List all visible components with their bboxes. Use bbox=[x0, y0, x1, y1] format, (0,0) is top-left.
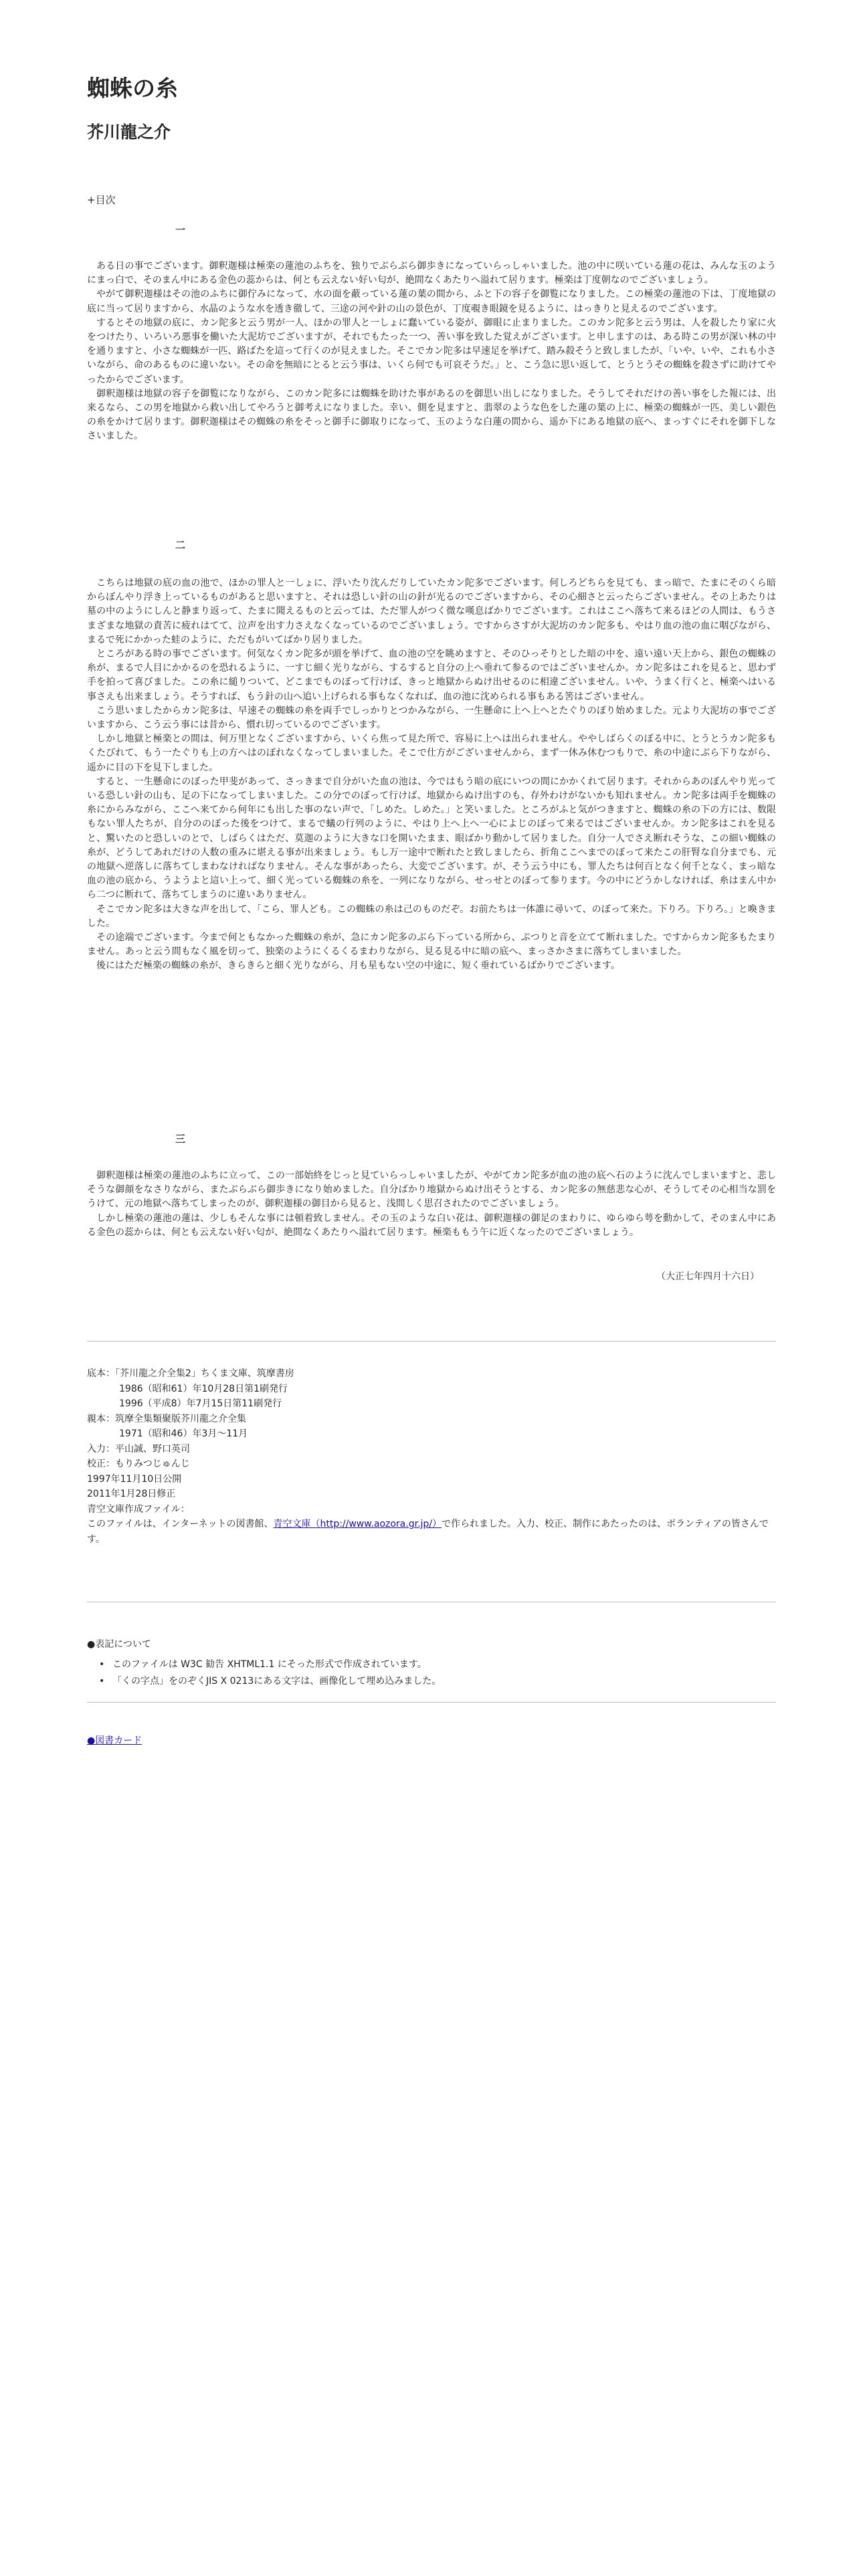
biblio-revised: 2011年1月28日修正 bbox=[87, 1489, 176, 1499]
biblio-oyahon-date: 1971（昭和46）年3月〜11月 bbox=[119, 1428, 248, 1439]
paragraph: こう思いましたからカン陀多は、早速その蜘蛛の糸を両手でしっかりとつかみながら、一生懸命に上へ上へとたぐりのぼり始めました。元より大泥坊の事でございますから、こう云う事には昔から、慣れ切っているのでございます。 bbox=[87, 705, 776, 731]
list-item: • 「くの字点」をのぞくJIS X 0213にある文字は、画像化して埋め込みました。 bbox=[112, 1673, 441, 1690]
paragraph: その途端でございます。今まで何ともなかった蜘蛛の糸が、急にカン陀多のぶら下っている所から、ぷつりと音を立てて断れました。ですからカン陀多もたまりません。あっと云う間もなく風を切って、独楽のようにくるくるまわりながら、見る見る中に暗の底へ、まっさかさまに落ちてしまいました。 bbox=[87, 932, 776, 958]
section-heading-one: 一 bbox=[175, 224, 186, 236]
paragraph: 御釈迦様は地獄の容子を御覧になりながら、このカン陀多には蜘蛛を助けた事があるのを御思い出しになりました。そうしてそれだけの善い事をした報には、出来るなら、この男を地獄から救い出してやろうと御考えになりました。幸い、側を見ますと、翡翠のような色をした蓮の葉の上に、極楽の蜘蛛が一匹、美しい銀色の糸をかけて居ります。御釈迦様はその蜘蛛の糸をそっと御手に御取りになって、玉のような白蓮の間から、遥か下にある地獄の底へ、まっすぐにそれを御下しなさいました。 bbox=[87, 388, 776, 442]
notes-title: ●表記について bbox=[87, 1639, 151, 1650]
biblio-file-desc bbox=[87, 1517, 776, 1547]
paragraph: こちらは地獄の底の血の池で、ほかの罪人と一しょに、浮いたり沈んだりしていたカン陀多でございます。何しろどちらを見ても、まっ暗で、たまにそのくら暗からぼんやり浮き上っているものがあると思いますと、それは恐しい針の山の針が光るのでございますから、その心細さと云ったらございません。その上あたりは墓の中のようにしんと静まり返って、たまに聞えるものと云っては、ただ罪人がつく微な嘆息ばかりでございます。これはここへ落ちて来るほどの人間は、もうさまざまな地獄の責苦に疲れはてて、泣声を出す力さえなくなっているのでございましょう。ですからさすが大泥坊のカン陀多も、やはり血の池の血に咽びながら、まるで死にかかった蛙のように、ただもがいてばかり居りました。 bbox=[87, 578, 776, 645]
paragraph: ところがある時の事でございます。何気なくカン陀多が頭を挙げて、血の池の空を眺めますと、そのひっそりとした暗の中を、遠い遠い天上から、銀色の蜘蛛の糸が、まるで人目にかかるのを恐れるように、一すじ細く光りながら、するすると自分の上へ垂れて参るのではございませんか。カン陀多はこれを見ると、思わず手を拍って喜びました。この糸に縋りついて、どこまでものぼって行けば、きっと地獄からぬけ出せるのに相違ございません。いや、うまく行くと、極楽へはいる事さえも出来ましょう。そうすれば、もう針の山へ追い上げられる事もなくなれば、血の池に沈められる事もある筈はございません。 bbox=[87, 649, 776, 702]
biblio-teihon-date-1: 1986（昭和61）年10月28日第1刷発行 bbox=[119, 1383, 288, 1394]
list-item: • このファイルは W3C 勧告 XHTML1.1 にそった形式で作成されています。 bbox=[112, 1656, 441, 1673]
paragraph: しかし地獄と極楽との間は、何万里となくございますから、いくら焦って見た所で、容易に上へは出られません。ややしばらくのぼる中に、とうとうカン陀多もくたびれて、もう一たぐりも上の方へはのぼれなくなってしまいました。そこで仕方がございませんから、まず一休み休むつもりで、糸の中途にぶら下りながら、遥かに目の下を見下しました。 bbox=[87, 734, 776, 773]
biblio-published: 1997年11月10日公開 bbox=[87, 1473, 182, 1485]
aozora-link[interactable]: 青空文庫（http://www.aozora.gr.jp/） bbox=[273, 1519, 442, 1529]
toc-link[interactable]: +目次 bbox=[87, 194, 116, 206]
biblio-teihon-date-2: 1996（平成8）年7月15日第11刷発行 bbox=[119, 1398, 282, 1409]
biblio-oyahon: 親本：筑摩全集類聚版芥川龍之介全集 bbox=[87, 1413, 246, 1424]
library-card-link[interactable]: ●図書カード bbox=[87, 1735, 142, 1746]
section-two-body bbox=[87, 576, 776, 974]
section-heading-three: 三 bbox=[175, 1133, 186, 1145]
paragraph: するとその地獄の底に、カン陀多と云う男が一人、ほかの罪人と一しょに蠢いている姿が、御眼に止まりました。このカン陀多と云う男は、人を殺したり家に火をつけたり、いろいろ悪事を働いた大泥坊でございますが、それでもたった一つ、善い事を致した覚えがございます。と申しますのは、ある時この男が深い林の中を通りますと、小さな蜘蛛が一匹、路ばたを這って行くのが見えました。そこでカン陀多は早速足を挙げて、踏み殺そうと致しましたが、「いや、いや、これも小さいながら、命のあるものに違いない。その命を無暗にとると云う事は、いくら何でも可哀そうだ。」と、こう急に思い返して、とうとうその蜘蛛を殺さずに助けてやったからでございます。 bbox=[87, 317, 776, 385]
file-desc-pre: このファイルは、インターネットの図書館、 bbox=[87, 1519, 274, 1529]
section-heading-two: 二 bbox=[175, 539, 186, 551]
bibliography bbox=[87, 1366, 776, 1547]
written-date: （大正七年四月十六日） bbox=[656, 1271, 759, 1282]
paragraph: ある日の事でございます。御釈迦様は極楽の蓮池のふちを、独りでぶらぶら御歩きになっていらっしゃいました。池の中に咲いている蓮の花は、みんな玉のようにまっ白で、そのまん中にある金色の蕊からは、何とも云えない好い匂が、絶間なくあたりへ溢れて居ります。極楽は丁度朝なのでございましょう。 bbox=[87, 261, 776, 286]
biblio-input: 入力：平山誠、野口英司 bbox=[87, 1443, 190, 1455]
page-title: 蜘蛛の糸 bbox=[87, 76, 178, 102]
notes-list bbox=[112, 1656, 441, 1690]
paragraph: そこでカン陀多は大きな声を出して、「こら、罪人ども。この蜘蛛の糸は己のものだぞ。お前たちは一体誰に尋いて、のぼって来た。下りろ。下りろ。」と喚きました。 bbox=[87, 903, 776, 929]
file-desc-post: で作られました。入力、校正、制作にあたったのは、ボランティアの皆さんです。 bbox=[87, 1519, 769, 1545]
biblio-file-heading: 青空文庫作成ファイル： bbox=[87, 1503, 190, 1515]
section-three-body bbox=[87, 1169, 776, 1240]
divider bbox=[87, 1702, 776, 1703]
biblio-proof: 校正：もりみつじゅんじ bbox=[87, 1459, 190, 1469]
paragraph: 後にはただ極楽の蜘蛛の糸が、きらきらと細く光りながら、月も星もない空の中途に、短く垂れているばかりでございます。 bbox=[96, 960, 620, 972]
biblio-teihon: 底本：「芥川龍之介全集2」ちくま文庫、筑摩書房 bbox=[87, 1368, 294, 1379]
paragraph: やがて御釈迦様はその池のふちに御佇みになって、水の面を蔽っている蓮の葉の間から、ふと下の容子を御覧になりました。この極楽の蓮池の下は、丁度地獄の底に当って居りますから、水晶のような水を透き徹して、三途の河や針の山の景色が、丁度覗き眼鏡を見るように、はっきりと見えるのでございます。 bbox=[87, 289, 776, 314]
paragraph: 御釈迦様は極楽の蓮池のふちに立って、この一部始終をじっと見ていらっしゃいましたが、やがてカン陀多が血の池の底へ石のように沈んでしまいますと、悲しそうな御顔をなさりながら、またぶらぶら御歩きになり始めました。自分ばかり地獄からぬけ出そうとする、カン陀多の無慈悲な心が、そうしてその心相当な罰をうけて、元の地獄へ落ちてしまったのが、御釈迦様の御目から見ると、浅間しく思召されたのでございましょう。 bbox=[87, 1170, 776, 1210]
author-name: 芥川龍之介 bbox=[87, 122, 171, 142]
paragraph: しかし極楽の蓮池の蓮は、少しもそんな事には頓着致しません。その玉のような白い花は、御釈迦様の御足のまわりに、ゆらゆら萼を動かして、そのまん中にある金色の蕊からは、何とも云えない好い匂が、絶間なくあたりへ溢れて居ります。極楽ももう午に近くなったのでございましょう。 bbox=[87, 1212, 776, 1238]
paragraph: すると、一生懸命にのぼった甲斐があって、さっきまで自分がいた血の池は、今ではもう暗の底にいつの間にかかくれて居ります。それからあのぼんやり光っている恐しい針の山も、足の下になってしまいました。この分でのぼって行けば、地獄からぬけ出すのも、存外わけがないかも知れません。カン陀多は両手を蜘蛛の糸にからみながら、ここへ来てから何年にも出した事のない声で、「しめた。しめた。」と笑いました。ところがふと気がつきますと、蜘蛛の糸の下の方には、数限もない罪人たちが、自分ののぼった後をつけて、まるで蟻の行列のように、やはり上へ上へ一心によじのぼって来るではございませんか。カン陀多はこれを見ると、驚いたのと恐しいのとで、しばらくはただ、莫迦のように大きな口を開いたまま、眼ばかり動かして居りました。自分一人でさえ断れそうな、この細い蜘蛛の糸が、どうしてあれだけの人数の重みに堪える事が出来ましょう。もし万一途中で断れたと致しましたら、折角ここへまでのぼって来たこの肝腎な自分までも、元の地獄へ逆落しに落ちてしまわなければなりません。そんな事があったら、大変でございます。が、そう云う中にも、罪人たちは何百となく何千となく、まっ暗な血の池の底から、うようよと這い上って、細く光っている蜘蛛の糸を、一列になりながら、せっせとのぼって参ります。今の中にどうかしなければ、糸はまん中から二つに断れて、落ちてしまうのに違いありません。 bbox=[87, 776, 776, 901]
section-one-body bbox=[87, 259, 776, 444]
